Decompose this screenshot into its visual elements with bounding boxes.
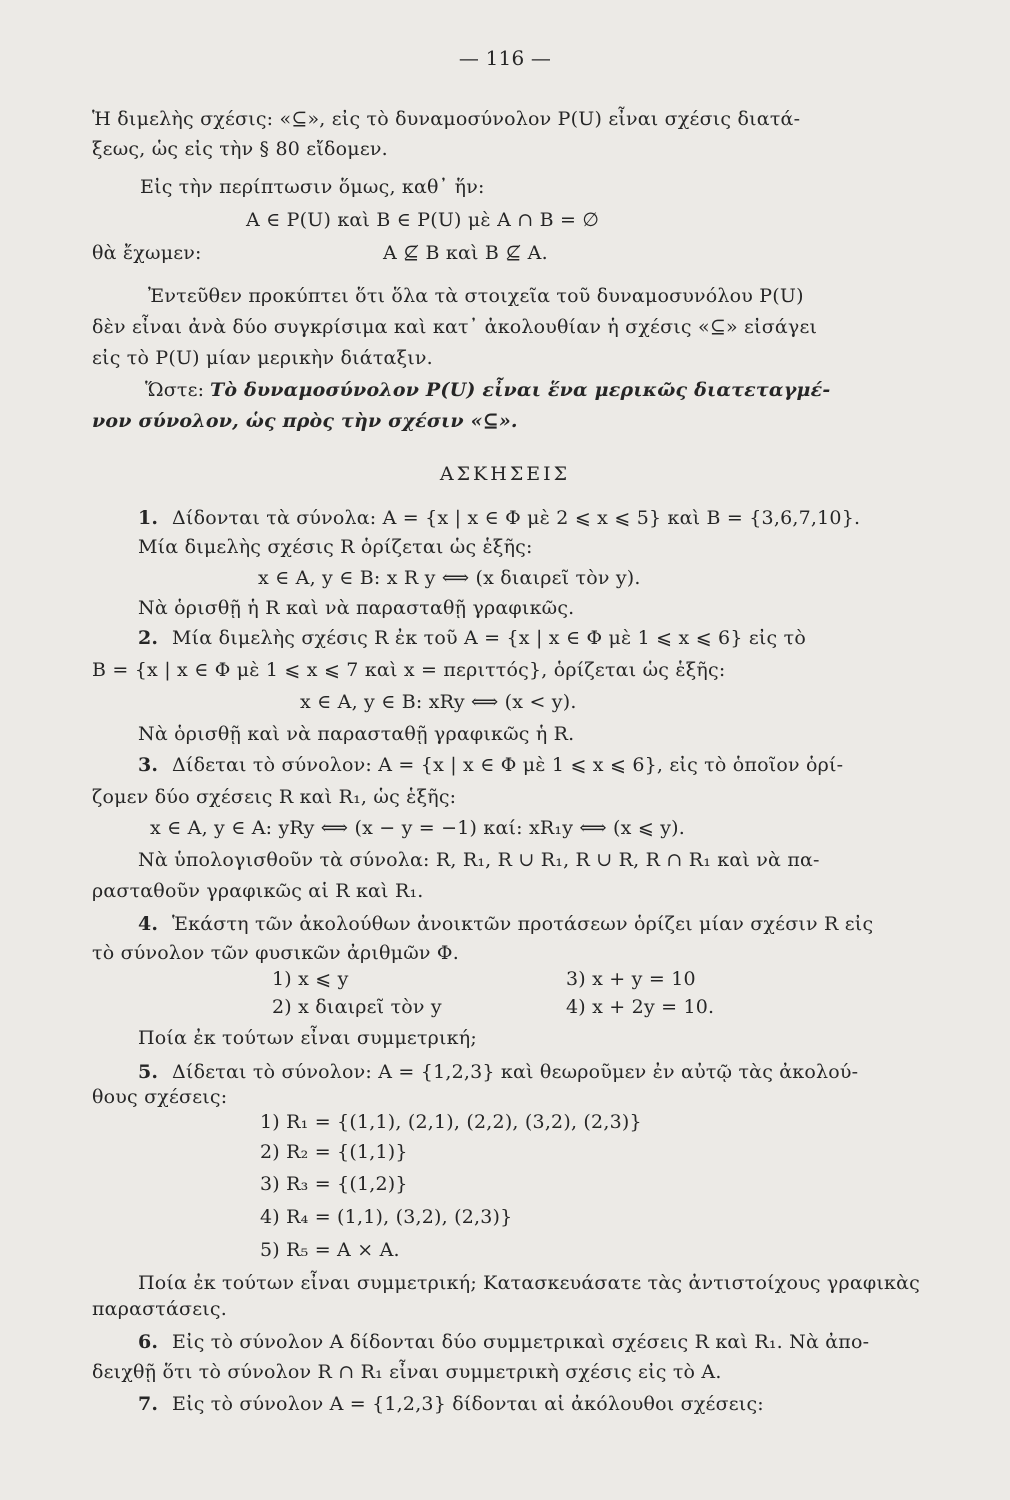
exercise-3-line-2: ζομεν δύο σχέσεις R καὶ R₁, ὡς ἑξῆς: xyxy=(92,786,457,808)
exercise-5-item-5: 5) R₅ = A × A. xyxy=(260,1239,400,1261)
exercise-5-question-line-2: παραστάσεις. xyxy=(92,1298,227,1320)
exercise-7-number: 7. xyxy=(138,1393,159,1415)
exercise-4-line-2: τὸ σύνολον τῶν φυσικῶν ἀριθμῶν Φ. xyxy=(92,942,459,964)
exercise-5-line-2: θους σχέσεις: xyxy=(92,1086,228,1108)
exercise-4-line-1: Ἑκάστη τῶν ἀκολούθων ἀνοικτῶν προτάσεων ὁρίζει μίαν σχέσιν R εἰς xyxy=(172,913,874,935)
exercise-3-formula: x ∈ A, y ∈ A: yRy ⟺ (x − y = −1) καί: xR₁y ⟺ (x ⩽ y). xyxy=(150,817,685,839)
intro-conclusion-line-2: νον σύνολον, ὡς πρὸς τὴν σχέσιν «⊆». xyxy=(92,410,518,432)
exercise-2-number: 2. xyxy=(138,627,159,649)
exercise-2-line-1: Μία διμελὴς σχέσις R ἐκ τοῦ A = {x | x ∈ Φ μὲ 1 ⩽ x ⩽ 6} εἰς τὸ xyxy=(172,627,806,649)
exercise-3-line-1: Δίδεται τὸ σύνολον: A = {x | x ∈ Φ μὲ 1 ⩽ x ⩽ 6}, εἰς τὸ ὁποῖον ὁρί- xyxy=(172,754,844,776)
exercise-3-line-4: Νὰ ὑπολογισθοῦν τὰ σύνολα: R, R₁, R ∪ R₁, R ∪ R, R ∩ R₁ καὶ νὰ πα- xyxy=(138,849,820,871)
page-number: — 116 — xyxy=(458,46,552,70)
exercise-3-line-5: ρασταθοῦν γραφικῶς αἱ R καὶ R₁. xyxy=(92,880,424,902)
exercise-5-item-1: 1) R₁ = {(1,1), (2,1), (2,2), (3,2), (2,3)} xyxy=(260,1111,642,1133)
exercise-5-number: 5. xyxy=(138,1061,159,1083)
intro-line-3: Εἰς τὴν περίπτωσιν ὅμως, καθ᾽ ἥν: xyxy=(140,176,485,198)
intro-conclusion-line-1: Τὸ δυναμοσύνολον P(U) εἶναι ἕνα μερικῶς διατεταγμέ- xyxy=(210,379,831,401)
intro-formula-2: A ⊈ B καὶ B ⊈ A. xyxy=(383,242,548,264)
exercises-heading: ΑΣΚΗΣΕΙΣ xyxy=(439,463,571,485)
exercise-5-item-2: 2) R₂ = {(1,1)} xyxy=(260,1141,408,1163)
exercise-2-line-4: Νὰ ὁρισθῇ καὶ νὰ παρασταθῇ γραφικῶς ἡ R. xyxy=(138,723,575,745)
intro-line-1: Ἡ διμελὴς σχέσις: «⊆», εἰς τὸ δυναμοσύνολον P(U) εἶναι σχέσις διατά- xyxy=(92,108,801,130)
exercise-3-number: 3. xyxy=(138,754,159,776)
intro-line-8: εἰς τὸ P(U) μίαν μερικὴν διάταξιν. xyxy=(92,347,433,369)
exercise-5-question-line-1: Ποία ἐκ τούτων εἶναι συμμετρική; Κατασκευάσατε τὰς ἀντιστοίχους γραφικὰς xyxy=(138,1272,920,1294)
exercise-4-question: Ποία ἐκ τούτων εἶναι συμμετρική; xyxy=(138,1027,477,1049)
exercise-5-line-1: Δίδεται τὸ σύνολον: A = {1,2,3} καὶ θεωροῦμεν ἐν αὐτῷ τὰς ἀκολού- xyxy=(172,1061,859,1083)
exercise-4-item-1: 1) x ⩽ y xyxy=(272,968,349,990)
exercise-4-item-2: 2) x διαιρεῖ τὸν y xyxy=(272,996,442,1018)
exercise-1-formula: x ∈ A, y ∈ B: x R y ⟺ (x διαιρεῖ τὸν y). xyxy=(258,567,641,589)
exercise-1-line-2: Μία διμελὴς σχέσις R ὁρίζεται ὡς ἑξῆς: xyxy=(138,536,533,558)
exercise-4-item-3: 3) x + y = 10 xyxy=(566,968,696,990)
exercise-6-number: 6. xyxy=(138,1331,159,1353)
exercise-6-line-2: δειχθῇ ὅτι τὸ σύνολον R ∩ R₁ εἶναι συμμετρικὴ σχέσις εἰς τὸ A. xyxy=(92,1361,722,1383)
exercise-7-line-1: Εἰς τὸ σύνολον A = {1,2,3} δίδονται αἱ ἀκόλουθοι σχέσεις: xyxy=(172,1393,764,1415)
exercise-1-number: 1. xyxy=(138,507,159,529)
intro-formula-1: A ∈ P(U) καὶ B ∈ P(U) μὲ A ∩ B = ∅ xyxy=(246,209,600,231)
intro-line-7: δὲν εἶναι ἀνὰ δύο συγκρίσιμα καὶ κατ᾽ ἀκολουθίαν ἡ σχέσις «⊆» εἰσάγει xyxy=(92,316,818,338)
intro-line-6: Ἐντεῦθεν προκύπτει ὅτι ὅλα τὰ στοιχεῖα τοῦ δυναμοσυνόλου P(U) xyxy=(148,285,804,307)
intro-conclusion-label: Ὥστε: xyxy=(145,379,205,401)
exercise-1-line-1: Δίδονται τὰ σύνολα: A = {x | x ∈ Φ μὲ 2 ⩽ x ⩽ 5} καὶ B = {3,6,7,10}. xyxy=(172,507,861,529)
intro-line-2: ξεως, ὡς εἰς τὴν § 80 εἴδομεν. xyxy=(92,138,388,160)
exercise-5-item-4: 4) R₄ = (1,1), (3,2), (2,3)} xyxy=(260,1206,513,1228)
intro-line-5-label: θὰ ἔχωμεν: xyxy=(92,242,202,264)
exercise-4-number: 4. xyxy=(138,913,159,935)
exercise-1-line-4: Νὰ ὁρισθῇ ἡ R καὶ νὰ παρασταθῇ γραφικῶς. xyxy=(138,597,575,619)
exercise-4-item-4: 4) x + 2y = 10. xyxy=(566,996,715,1018)
exercise-2-formula: x ∈ A, y ∈ B: xRy ⟺ (x < y). xyxy=(300,691,577,713)
exercise-6-line-1: Εἰς τὸ σύνολον A δίδονται δύο συμμετρικαὶ σχέσεις R καὶ R₁. Νὰ ἀπο- xyxy=(172,1331,870,1353)
exercise-2-line-2: B = {x | x ∈ Φ μὲ 1 ⩽ x ⩽ 7 καὶ x = περιττός}, ὁρίζεται ὡς ἑξῆς: xyxy=(92,659,726,681)
exercise-5-item-3: 3) R₃ = {(1,2)} xyxy=(260,1173,408,1195)
